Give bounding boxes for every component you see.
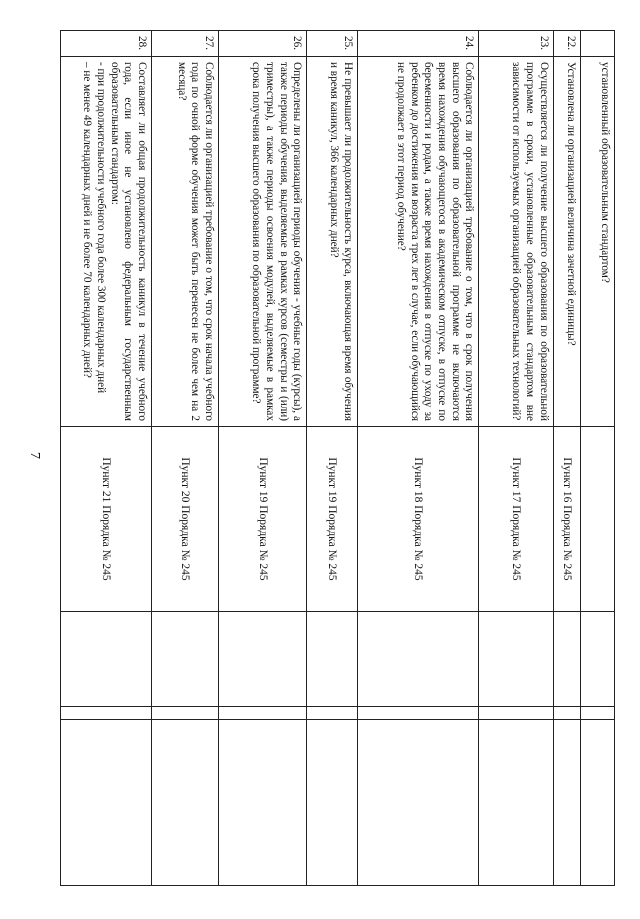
question-cell: Осуществляется ли получение высшего образования по образовательной программе в сроки, установленные образовательным стандартом вне зависимости от используемых организацией образовательных технологий?: [479, 57, 553, 427]
question-item: - при продолжительности учебного года более 300 календарных дней: [94, 62, 107, 394]
empty-cell: [151, 720, 218, 886]
empty-cell: [151, 612, 218, 707]
row-number: [580, 31, 614, 57]
empty-cell: [219, 707, 307, 720]
empty-cell: [553, 720, 580, 886]
question-cell: установленный образовательным стандартом?: [580, 57, 614, 427]
table-row: [151, 31, 218, 886]
row-number: 25.: [307, 31, 358, 57]
checklist-table: [60, 30, 615, 886]
empty-cell: [479, 707, 553, 720]
empty-cell: [358, 707, 479, 720]
row-number: 23.: [479, 31, 553, 57]
reference-cell: Пункт 20 Порядка № 245: [151, 427, 218, 612]
empty-cell: [479, 720, 553, 886]
row-number: 27.: [151, 31, 218, 57]
table-row: [358, 31, 479, 886]
empty-cell: [307, 707, 358, 720]
empty-cell: [61, 612, 152, 707]
row-number: 24.: [358, 31, 479, 57]
empty-cell: [61, 720, 152, 886]
reference-cell: Пункт 21 Порядка № 245: [61, 427, 152, 612]
row-number: 22.: [553, 31, 580, 57]
reference-cell: [580, 427, 614, 612]
question-item: – не менее 49 календарных дней и не более 70 календарных дней?: [81, 62, 94, 378]
table-row: [479, 31, 553, 886]
reference-cell: Пункт 19 Порядка № 245: [307, 427, 358, 612]
empty-cell: [553, 612, 580, 707]
empty-cell: [307, 612, 358, 707]
table-row: [219, 31, 307, 886]
empty-cell: [580, 720, 614, 886]
page-number: 7: [27, 452, 42, 459]
question-cell: Не превышает ли продолжительность курса, включающая время обучения и время каникул, 366 календарных дней?: [307, 57, 358, 427]
reference-cell: Пункт 17 Порядка № 245: [479, 427, 553, 612]
question-cell: Установлена ли организацией величина зачетной единицы?: [553, 57, 580, 427]
question-cell: Определены ли организацией периоды обучения - учебные годы (курсы), а также периоды обучения, выделяемые в рамках курсов (семестры и (или) триместры), а также периоды освоения модулей, выделяемые в рамках срока получения высшего образования по образовательной программе?: [219, 57, 307, 427]
row-number: 28.: [61, 31, 152, 57]
empty-cell: [219, 612, 307, 707]
question-cell: [61, 57, 152, 427]
empty-cell: [553, 707, 580, 720]
rotated-page: [60, 30, 615, 885]
question-cell: Соблюдается ли организацией требование о том, что в срок получения высшего образования по образовательной программе не включаются время нахождения обучающегося в академическом отпуске, в отпуске по беременности и родам, а также время нахождения в отпуске по уходу за ребенком до достижения им возраста трех лет в случае, если обучающийся не продолжает в этот период обучение?: [358, 57, 479, 427]
reference-cell: Пункт 18 Порядка № 245: [358, 427, 479, 612]
table-row: [580, 31, 614, 886]
table-row: [307, 31, 358, 886]
reference-cell: Пункт 19 Порядка № 245: [219, 427, 307, 612]
reference-cell: Пункт 16 Порядка № 245: [553, 427, 580, 612]
question-cell: Соблюдается ли организацией требование о том, что срок начала учебного года по очной форме обучения может быть перенесен не более чем на 2 месяца?: [151, 57, 218, 427]
empty-cell: [61, 707, 152, 720]
empty-cell: [580, 707, 614, 720]
empty-cell: [580, 612, 614, 707]
empty-cell: [358, 612, 479, 707]
table-row: [553, 31, 580, 886]
question-text: Составляет ли общая продолжительность каникул в течение учебного года, если иное не установлено федеральным государственным образовательным стандартом:: [108, 62, 148, 421]
table-row: [61, 31, 152, 886]
empty-cell: [307, 720, 358, 886]
empty-cell: [479, 612, 553, 707]
empty-cell: [358, 720, 479, 886]
empty-cell: [219, 720, 307, 886]
empty-cell: [151, 707, 218, 720]
row-number: 26.: [219, 31, 307, 57]
